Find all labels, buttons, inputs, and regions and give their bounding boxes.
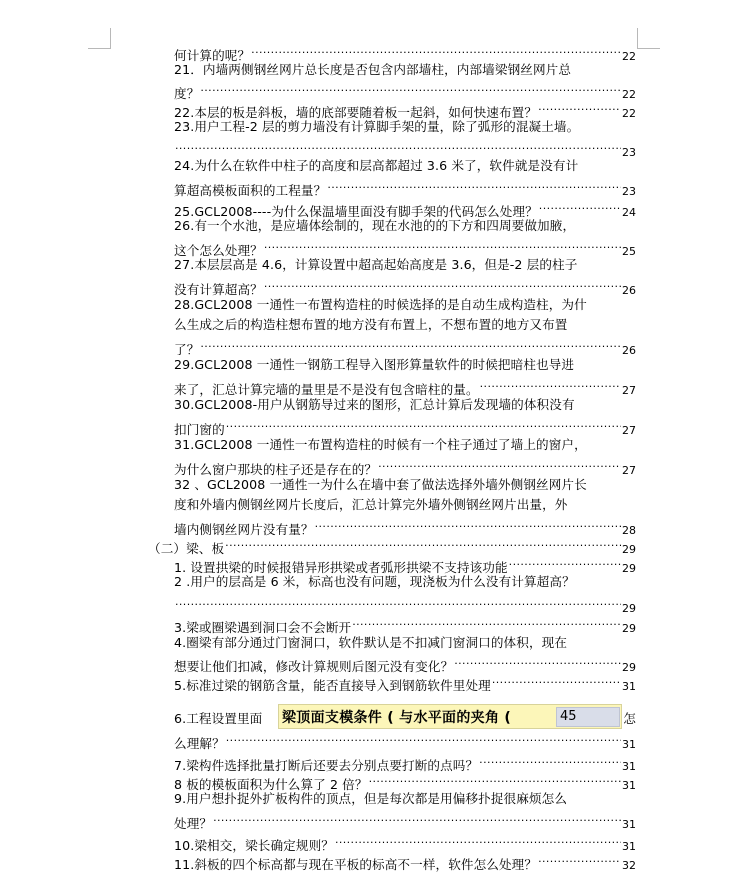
toc-page-number: 31	[622, 760, 636, 773]
toc-entry[interactable]	[174, 356, 636, 374]
toc-entry-text: 何计算的呢？	[174, 48, 251, 63]
toc-entry[interactable]	[174, 752, 636, 773]
toc-dot-leader	[225, 535, 621, 553]
toc-page-number: 23	[622, 185, 636, 198]
toc-entry-text: 30.GCL2008-用户从钢筋导过来的图形，汇总计算后发现墙的体积没有	[174, 397, 575, 412]
toc-entry-text: 10.梁相交，梁长确定规则？	[174, 838, 334, 853]
toc-entry[interactable]	[174, 376, 636, 397]
popup-label: 梁顶面支模条件 ( 与水平面的夹角 (	[282, 709, 512, 726]
toc-entry-text: 26.有一个水池，是应墙体绘制的，现在水池的的下方和四周要做加腋，	[174, 218, 576, 233]
toc-entry-text: 为什么窗户那块的柱子还是存在的？	[174, 462, 378, 477]
toc-entry[interactable]	[174, 416, 636, 437]
toc-entry-text: 32 、GCL2008 一通性一为什么在墙中套了做法选择外墙外侧钢丝网片长	[174, 477, 587, 492]
toc-dot-leader	[369, 771, 621, 789]
toc-entry-text: 27.本层层高是 4.6，计算设置中超高起始高度是 3.6，但是-2 层的柱子	[174, 257, 578, 272]
toc-section-heading[interactable]	[148, 535, 636, 556]
toc-entry-text: 5.标准过梁的钢筋含量，能否直接导入到钢筋软件里处理	[174, 678, 491, 693]
toc-entry[interactable]	[174, 336, 636, 357]
toc-entry[interactable]	[174, 99, 636, 120]
toc-entry-text: 29.GCL2008 一通性一钢筋工程导入图形算量软件的时候把暗柱也导进	[174, 357, 575, 372]
toc-dot-leader	[509, 554, 621, 572]
toc-page-number: 27	[622, 464, 636, 477]
toc-dot-leader	[175, 594, 621, 612]
toc-entry-text: 6.工程设置里面	[174, 711, 263, 726]
toc-entry[interactable]	[174, 614, 636, 635]
toc-dot-leader	[175, 138, 621, 156]
toc-entry-text: 处理？	[174, 816, 213, 831]
toc-dot-leader	[200, 336, 621, 354]
toc-dot-leader	[538, 99, 621, 117]
toc-dot-leader	[480, 376, 621, 394]
toc-entry-text: 8 板的模板面积为什么算了 2 倍？	[174, 777, 368, 792]
toc-entry-text: 算超高模板面积的工程量？	[174, 183, 327, 198]
toc-dot-leader	[479, 752, 621, 770]
toc-entry[interactable]	[174, 771, 636, 792]
toc-dot-leader	[315, 516, 621, 534]
toc-entry[interactable]	[174, 276, 636, 297]
toc-entry-text-suffix: 怎	[623, 711, 636, 726]
toc-entry-text: 7.梁构件选择批量打断后还要去分别点要打断的点吗？	[174, 758, 479, 773]
toc-entry[interactable]	[174, 237, 636, 258]
toc-entry[interactable]	[174, 296, 636, 314]
toc-entry-text: （二）梁、板	[148, 541, 225, 556]
toc-page-number: 31	[622, 818, 636, 831]
toc-dot-leader	[226, 416, 621, 434]
toc-dot-leader	[213, 810, 621, 828]
toc-entry-text: 22.本层的板是斜板，墙的底部要随着板一起斜，如何快速布置？	[174, 105, 538, 120]
toc-entry[interactable]	[174, 653, 636, 674]
toc-entry[interactable]	[174, 316, 636, 334]
toc-entry[interactable]	[174, 730, 636, 751]
toc-entry-text: 扣门窗的	[174, 422, 225, 437]
toc-dot-leader	[327, 177, 621, 195]
toc-entry[interactable]	[174, 198, 636, 219]
toc-page-number: 22	[622, 50, 636, 63]
toc-dot-leader	[200, 80, 621, 98]
toc-dot-leader	[251, 42, 621, 60]
toc-entry-text: 24.为什么在软件中柱子的高度和层高都超过 3.6 米了，软件就是没有计	[174, 158, 579, 173]
toc-entry-text: 28.GCL2008 一通性一布置构造柱的时候选择的是自动生成构造柱，为什	[174, 297, 587, 312]
toc-page-number: 29	[622, 543, 636, 556]
toc-entry[interactable]	[174, 516, 636, 537]
toc-page-number: 23	[622, 146, 636, 159]
toc-page-number: 31	[622, 680, 636, 693]
toc-dot-leader	[226, 730, 621, 748]
toc-entry-text: 21．内墙两侧钢丝网片总长度是否包含内部墙柱，内部墙梁钢丝网片总	[174, 62, 572, 77]
toc-page-number: 27	[622, 424, 636, 437]
toc-entry-text: 想要让他们扣减，修改计算规则后图元没有变化？	[174, 659, 454, 674]
toc-entry-text: 31.GCL2008 一通性一布置构造柱的时候有一个柱子通过了墙上的窗户，	[174, 437, 587, 452]
toc-entry[interactable]	[174, 61, 636, 79]
toc-page-number: 29	[622, 602, 636, 615]
toc-entry[interactable]	[174, 42, 636, 63]
toc-page-number: 26	[622, 344, 636, 357]
toc-entry-text: 23.用户工程-2 层的剪力墙没有计算脚手架的量，除了弧形的混凝土墙。	[174, 119, 580, 134]
toc-entry-text: 墙内侧钢丝网片没有量？	[174, 522, 314, 537]
toc-dot-leader	[454, 653, 621, 671]
toc-entry-text: 么理解？	[174, 736, 225, 751]
toc-entry-text: 2 .用户的层高是 6 米，标高也没有问题，现浇板为什么没有计算超高？	[174, 574, 575, 589]
toc-entry-text: 4.圈梁有部分通过门窗洞口，软件默认是不扣减门窗洞口的体积，现在	[174, 635, 568, 650]
toc-entry-text: 来了，汇总计算完墙的量里是不是没有包含暗柱的量。	[174, 382, 479, 397]
toc-page-number: 25	[622, 245, 636, 258]
toc-dot-leader	[539, 198, 621, 216]
toc-entry-text: 了？	[174, 342, 200, 357]
toc-entry-text: 3.梁或圈梁遇到洞口会不会断开	[174, 620, 352, 635]
toc-entry[interactable]	[174, 177, 636, 198]
toc-entry-text: 1. 设置拱梁的时候报错异形拱梁或者弧形拱梁不支持该功能	[174, 560, 508, 575]
toc-dot-leader	[492, 672, 621, 690]
toc-dot-leader	[335, 832, 621, 850]
angle-value-field[interactable]: 45	[556, 707, 620, 727]
toc-entry[interactable]	[174, 217, 636, 235]
toc-entry[interactable]	[174, 436, 636, 454]
toc-entry[interactable]	[174, 554, 636, 575]
toc-entry[interactable]	[174, 138, 636, 159]
toc-entry-text: 没有计算超高？	[174, 282, 263, 297]
toc-page-number: 32	[622, 859, 636, 872]
toc-dot-leader	[378, 456, 621, 474]
toc-entry[interactable]	[174, 118, 636, 136]
toc-page-number: 31	[622, 840, 636, 853]
toc-page-number: 29	[622, 622, 636, 635]
toc-entry[interactable]	[174, 790, 636, 808]
toc-entry[interactable]	[174, 832, 636, 853]
toc-dot-leader	[352, 614, 621, 632]
toc-entry[interactable]	[174, 810, 636, 831]
toc-entry[interactable]	[174, 476, 636, 494]
toc-entry[interactable]	[174, 157, 636, 175]
toc-entry[interactable]	[174, 594, 636, 615]
toc-page-number: 29	[622, 562, 636, 575]
toc-page-number: 26	[622, 284, 636, 297]
toc-entry-text: 度和外墙内侧钢丝网片长度后，汇总计算完外墙外侧钢丝网片出量，外	[174, 497, 568, 512]
toc-entry-text: 11.斜板的四个标高都与现在平板的标高不一样，软件怎么处理？	[174, 857, 538, 872]
toc-entry-text: 25.GCL2008----为什么保温墙里面没有脚手架的代码怎么处理？	[174, 204, 538, 219]
toc-entry[interactable]	[174, 456, 636, 477]
toc-page-number: 27	[622, 384, 636, 397]
toc-page-number: 29	[622, 661, 636, 674]
toc-page-number: 22	[622, 107, 636, 120]
toc-page-number: 28	[622, 524, 636, 537]
toc-entry[interactable]	[174, 573, 636, 591]
toc-page-number: 31	[622, 779, 636, 792]
toc-entry[interactable]	[174, 851, 636, 872]
toc-entry-text: 度？	[174, 86, 200, 101]
toc-entry[interactable]	[174, 672, 636, 693]
toc-entry[interactable]	[174, 496, 636, 514]
toc-entry[interactable]	[174, 396, 636, 414]
toc-entry-text: 这个怎么处理？	[174, 243, 263, 258]
toc-dot-leader	[264, 237, 621, 255]
toc-dot-leader	[538, 851, 621, 869]
toc-dot-leader	[264, 276, 621, 294]
toc-entry-text: 么生成之后的构造柱想布置的地方没有布置上，不想布置的地方又布置	[174, 317, 568, 332]
toc-entry[interactable]	[174, 80, 636, 101]
support-condition-popup	[278, 704, 622, 729]
toc-page-number: 31	[622, 738, 636, 751]
toc-entry[interactable]	[174, 256, 636, 274]
toc-page-number: 24	[622, 206, 636, 219]
toc-page-number: 22	[622, 88, 636, 101]
toc-entry[interactable]	[174, 634, 636, 652]
toc-entry-text: 9.用户想扑捉外扩板构件的顶点，但是每次都是用偏移扑捉很麻烦怎么	[174, 791, 568, 806]
